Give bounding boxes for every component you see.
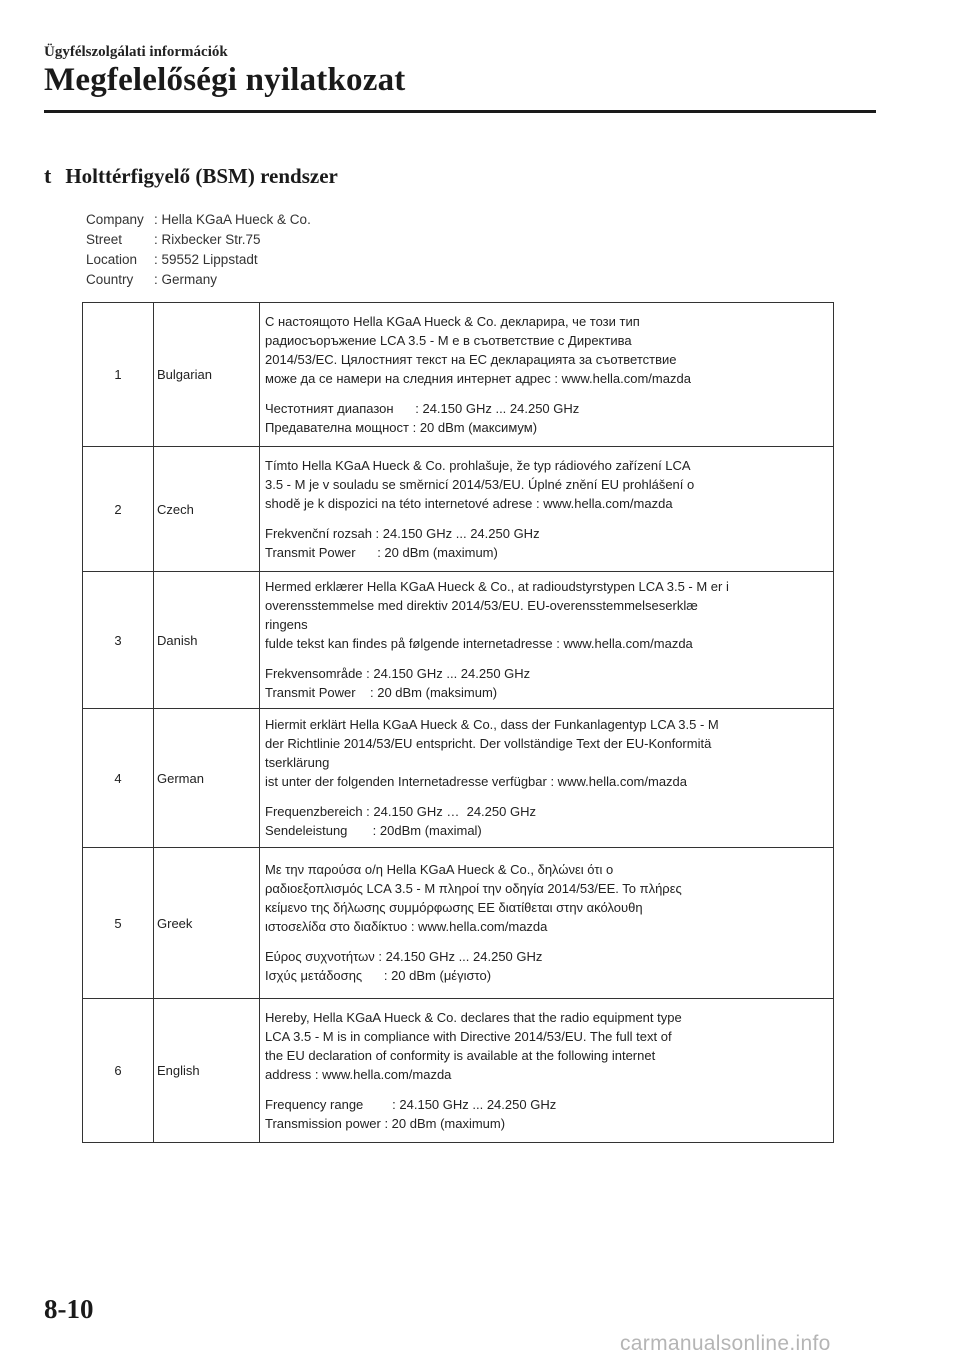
row-number: 2 — [83, 447, 154, 572]
declaration-text: С настоящото Hella KGaA Hueck & Co. декларира, че този тип радиосъоръжение LCA 3.5 - M е в съответствие с Директива 2014/53/ЕС. Цялостният текст на ЕС декларацията за съответствие може да се намери на следния интернет адрес : www.hella.com/mazda — [265, 313, 691, 386]
table-row — [83, 303, 834, 447]
table-row — [83, 572, 834, 709]
country-key: Country — [86, 272, 134, 287]
row-number: 1 — [83, 303, 154, 447]
street-value: : Rixbecker Str.75 — [154, 232, 261, 247]
row-declaration — [260, 447, 834, 572]
row-language: Czech — [154, 447, 260, 572]
street-key: Street — [86, 232, 123, 247]
table-row — [83, 447, 834, 572]
declaration-spec: Честотният диапазон : 24.150 GHz ... 24.250 GHz Предавателна мощност : 20 dBm (максимум) — [265, 400, 580, 435]
declaration-spec: Frekvenční rozsah : 24.150 GHz ... 24.250 GHz Transmit Power : 20 dBm (maximum) — [265, 525, 540, 560]
declaration-text: Με την παρούσα ο/η Hella KGaA Hueck & Co., δηλώνει ότι ο ραδιοεξοπλισμός LCA 3.5 - M πληροί την οδηγία 2014/53/ΕΕ. Το πλήρες κείμενο της δήλωσης συμμόρφωσης ΕΕ διατίθεται στην ακόλουθη ιστοσελίδα στο διαδίκτυο : www.hella.com/mazda — [265, 862, 682, 934]
watermark: carmanualsonline.info — [620, 1332, 831, 1355]
company-value: : Hella KGaA Hueck & Co. — [154, 212, 311, 227]
declaration-text: Hiermit erklärt Hella KGaA Hueck & Co., dass der Funkanlagentyp LCA 3.5 - M der Richtlinie 2014/53/EU entspricht. Der vollständige Text der EU-Konformitä tserklärung ist unter der folgenden Internetadresse verfügbar : www.hella.com/mazda — [265, 717, 719, 789]
row-declaration — [260, 303, 834, 447]
bullet-icon: t — [44, 163, 52, 188]
section-label: Ügyfélszolgálati információk — [44, 44, 228, 60]
row-declaration — [260, 572, 834, 709]
company-row — [86, 210, 311, 230]
declaration-spec: Εύρος συχνοτήτων : 24.150 GHz ... 24.250 GHz Ισχύς μετάδοσης : 20 dBm (μέγιστο) — [265, 949, 543, 983]
declaration-text: Hermed erklærer Hella KGaA Hueck & Co., at radioudstyrstypen LCA 3.5 - M er i overensstemmelse med direktiv 2014/53/EU. EU-overensstemmelseserklæ ringens fulde tekst kan findes på følgende internetadresse : www.hella.com/mazda — [265, 579, 729, 651]
company-key: Company — [86, 212, 144, 227]
declaration-spec: Frequency range : 24.150 GHz ... 24.250 GHz Transmission power : 20 dBm (maximum) — [265, 1096, 557, 1131]
country-value: : Germany — [154, 272, 218, 287]
row-number: 3 — [83, 572, 154, 709]
page-number: 8-10 — [44, 1294, 94, 1324]
company-info — [86, 210, 311, 290]
row-declaration — [260, 709, 834, 848]
declaration-text: Hereby, Hella KGaA Hueck & Co. declares that the radio equipment type LCA 3.5 - M is in compliance with Directive 2014/53/EU. The full text of the EU declaration of conformity is available at the following internet address : www.hella.com/mazda — [265, 1009, 682, 1082]
row-declaration — [260, 848, 834, 999]
location-row — [86, 250, 311, 270]
row-language: English — [154, 999, 260, 1143]
declaration-table — [82, 302, 834, 1143]
row-language: Bulgarian — [154, 303, 260, 447]
row-language: Danish — [154, 572, 260, 709]
declaration-spec: Frekvensområde : 24.150 GHz ... 24.250 GHz Transmit Power : 20 dBm (maksimum) — [265, 666, 531, 700]
row-language: German — [154, 709, 260, 848]
declaration-text: Tímto Hella KGaA Hueck & Co. prohlašuje, že typ rádiového zařízení LCA 3.5 - M je v souladu se směrnicí 2014/53/EU. Úplné znění EU prohlášení o shodě je k dispozici na této internetové adrese : www.hella.com/mazda — [265, 457, 695, 511]
table-row — [83, 709, 834, 848]
declaration-spec: Frequenzbereich : 24.150 GHz … 24.250 GHz Sendeleistung : 20dBm (maximal) — [265, 804, 536, 838]
row-number: 5 — [83, 848, 154, 999]
row-number: 6 — [83, 999, 154, 1143]
street-row — [86, 230, 311, 250]
row-declaration — [260, 999, 834, 1143]
location-value: : 59552 Lippstadt — [154, 252, 258, 267]
subheading — [44, 163, 338, 189]
page-title: Megfelelőségi nyilatkozat — [44, 62, 406, 98]
subheading-text: Holttérfigyelő (BSM) rendszer — [65, 163, 338, 188]
row-language: Greek — [154, 848, 260, 999]
location-key: Location — [86, 252, 138, 267]
title-divider — [44, 110, 876, 113]
row-number: 4 — [83, 709, 154, 848]
table-row — [83, 848, 834, 999]
country-row — [86, 270, 311, 290]
table-row — [83, 999, 834, 1143]
